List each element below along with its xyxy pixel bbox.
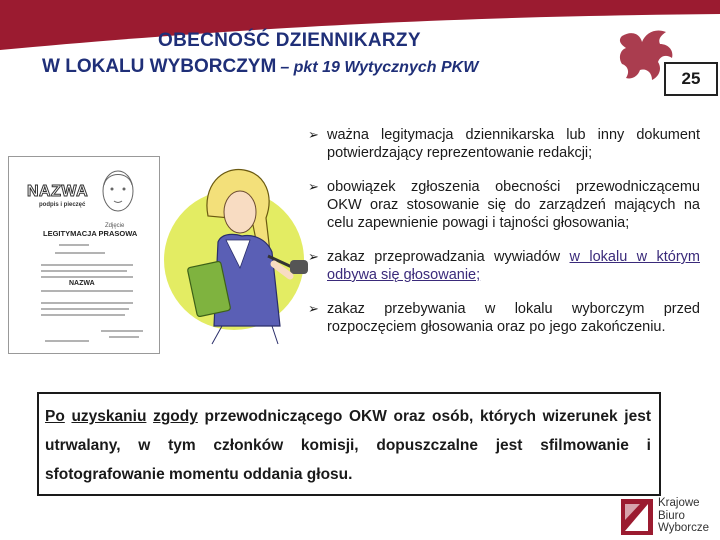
- rule-text: ważna legitymacja dziennikarska lub inny dokument potwierdzający reprezentowanie redakcji;: [327, 127, 700, 161]
- note-word-uzyskaniu: uzyskaniu: [71, 408, 147, 425]
- kbw-logo-text: [658, 497, 709, 535]
- reporter-with-microphone-illustration: [162, 156, 322, 346]
- note-word-po: Po: [45, 408, 65, 425]
- note-text: przewodniczącego OKW oraz osób, których wizerunek jest utrwalany, w tym członków komisji, dopuszczalne jest sfilmowanie i sfotografowanie momentu oddania głosu.: [45, 408, 651, 483]
- id-card-name-big: NAZWA: [27, 183, 89, 200]
- kbw-logo: [620, 494, 720, 540]
- page-title-sub: – pkt 19 Wytycznych PKW: [280, 59, 479, 76]
- rule-item-presence-time: [308, 300, 700, 336]
- rule-item-notification: [308, 178, 700, 232]
- id-card-photo-label: Zdjęcie: [105, 223, 125, 229]
- arrow-bullet-icon: ➢: [308, 127, 319, 142]
- id-card-name-small: NAZWA: [69, 280, 95, 287]
- page-title-line1: OBECNOŚĆ DZIENNIKARZY: [158, 30, 421, 51]
- rule-text: zakaz przeprowadzania wywiadów: [327, 249, 570, 265]
- page-title-line2: [42, 56, 478, 78]
- arrow-bullet-icon: ➢: [308, 301, 319, 316]
- rule-text: obowiązek zgłoszenia obecności przewodniczącemu OKW oraz stosowanie się do zarządzeń mających na celu zapewnienie powagi i tajności głosowania;: [327, 179, 700, 231]
- arrow-bullet-icon: ➢: [308, 179, 319, 194]
- rule-link-in-premises[interactable]: w lokalu w którym odbywa się głosowanie;: [327, 249, 700, 283]
- id-card-photo-icon: [95, 165, 141, 221]
- note-word-zgody: zgody: [153, 408, 198, 425]
- rules-list: [308, 126, 700, 352]
- page-title-main: W LOKALU WYBORCZYM: [42, 56, 277, 77]
- kbw-logo-mark-icon: [620, 498, 654, 536]
- id-card-heading: LEGITYMACJA PRASOWA: [43, 229, 138, 238]
- consent-note-box: [37, 392, 661, 496]
- rule-text: zakaz przebywania w lokalu wyborczym przed rozpoczęciem głosowania oraz po jego zakończeniu.: [327, 301, 700, 335]
- kbw-logo-line2: Biuro: [658, 509, 685, 522]
- press-id-card-illustration: [8, 156, 160, 354]
- rule-item-credentials: [308, 126, 700, 162]
- page-number-badge: 25: [664, 62, 718, 96]
- kbw-logo-line3: Wyborcze: [658, 522, 710, 534]
- rule-item-no-interviews: [308, 248, 700, 284]
- arrow-bullet-icon: ➢: [308, 249, 319, 264]
- kbw-logo-line1: Krajowe: [658, 497, 700, 509]
- id-card-text-lines: [29, 241, 149, 345]
- id-card-signature-label: podpis i pieczęć: [39, 202, 86, 208]
